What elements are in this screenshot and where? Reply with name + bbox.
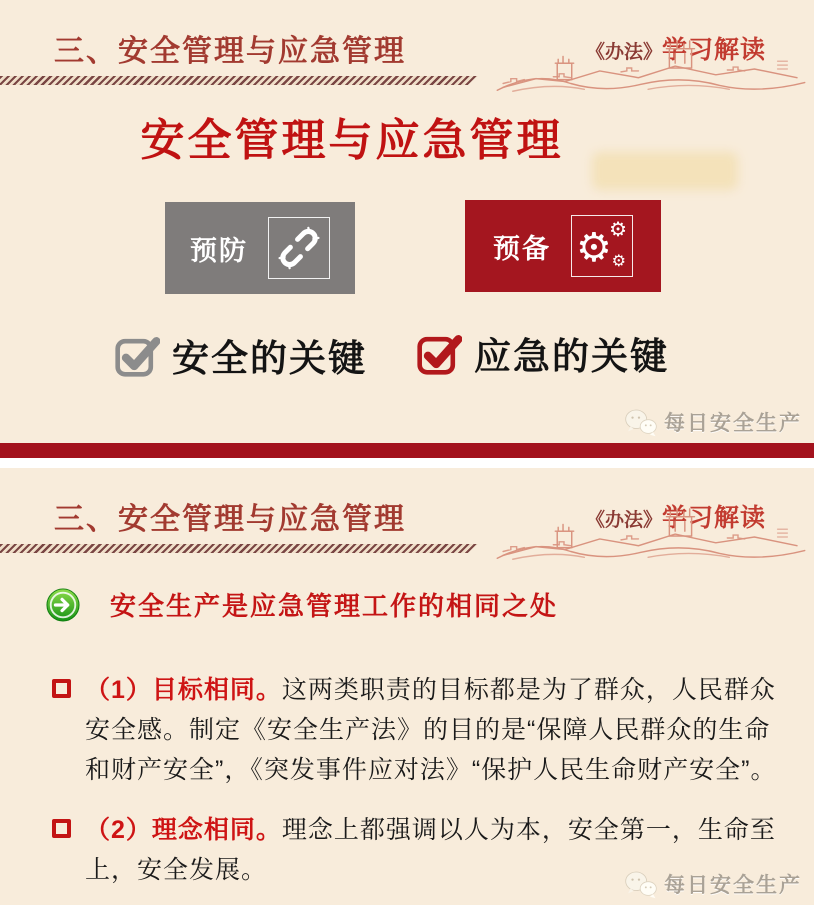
- square-bullet-icon: [52, 819, 71, 838]
- great-wall-illustration: [490, 40, 812, 98]
- red-divider-bar: [0, 443, 814, 458]
- point-lead: （2）理念相同。: [85, 816, 282, 844]
- prevention-box: [165, 202, 355, 294]
- green-arrow-icon: [46, 588, 80, 622]
- point-body: 这两类职责的目标都是为了群众，人民群众安全感。制定《安全生产法》的目的是“保障人民群众的生命和财产安全”，《突发事件应对法》“保护人民生命财产安全”。: [85, 676, 777, 784]
- slide-1: [0, 0, 814, 443]
- point-body: 理念上都强调以人为本，安全第一，生命至上，安全发展。: [85, 816, 776, 884]
- main-title: 安全管理与应急管理: [140, 116, 564, 165]
- hatched-rule: [0, 544, 478, 553]
- great-wall-illustration: [490, 508, 812, 566]
- emergency-key-item: [416, 326, 669, 380]
- section-heading-text: 安全生产是应急管理工作的相同之处: [110, 591, 559, 621]
- subtitle-book: 《办法》: [585, 42, 662, 63]
- preparedness-label: 预备: [493, 233, 551, 264]
- point-item-1: [52, 670, 780, 790]
- subtitle-rest: 学习解读: [661, 504, 766, 532]
- wechat-icon: [624, 870, 658, 899]
- gear-large: ⚙: [576, 226, 612, 270]
- credit-text: 每日安全生产: [664, 874, 802, 897]
- checkbox-red-icon: [416, 330, 462, 376]
- checkbox-gray-icon: [114, 332, 160, 378]
- point-text: [85, 670, 780, 790]
- square-bullet-icon: [52, 679, 71, 698]
- prevention-label: 预防: [190, 235, 248, 266]
- wechat-credit: [624, 869, 802, 899]
- wechat-credit: [624, 407, 802, 437]
- safety-key-label: 安全的关键: [172, 338, 367, 379]
- subtitle-book: 《办法》: [585, 510, 662, 531]
- slide-2: [0, 468, 814, 905]
- safety-key-item: [114, 328, 367, 382]
- hatched-rule: [0, 76, 478, 85]
- credit-text: 每日安全生产: [664, 412, 802, 435]
- section-title: 三、安全管理与应急管理: [54, 35, 406, 68]
- subtitle-rest: 学习解读: [661, 36, 766, 64]
- section-heading: [46, 586, 558, 623]
- preparedness-box: [465, 200, 661, 292]
- broken-link-icon: [268, 217, 330, 279]
- faint-watermark: [592, 152, 738, 190]
- point-lead: （1）目标相同。: [85, 676, 282, 704]
- gear-small-top: ⚙: [609, 219, 627, 241]
- emergency-key-label: 应急的关键: [474, 336, 669, 377]
- section-title: 三、安全管理与应急管理: [54, 503, 406, 536]
- wechat-icon: [624, 408, 658, 437]
- gears-icon: [571, 215, 633, 277]
- gear-small-bottom: ⚙: [611, 253, 626, 270]
